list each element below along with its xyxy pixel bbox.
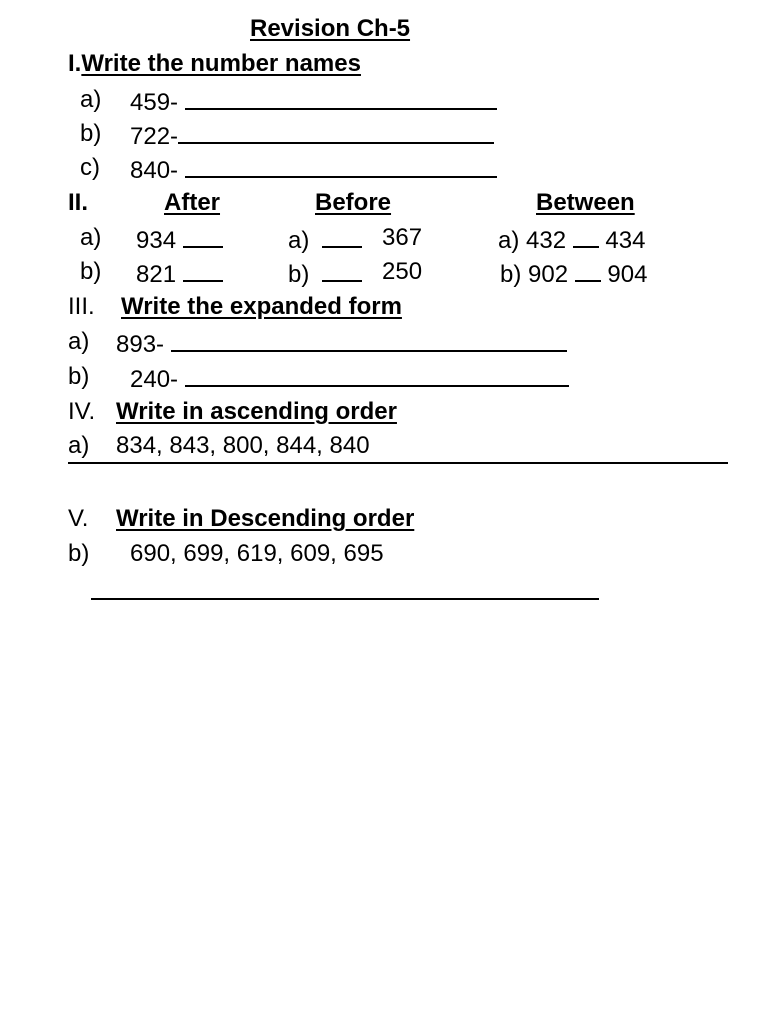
item-label: b) <box>288 261 310 288</box>
answer-blank[interactable] <box>178 120 494 144</box>
section-1-header <box>68 50 361 78</box>
answer-line[interactable] <box>91 598 599 600</box>
after-item-b <box>80 258 101 286</box>
answer-blank[interactable] <box>322 258 362 282</box>
section-5-item-label: b) <box>68 540 90 567</box>
section-1-heading: Write the number names <box>81 50 361 77</box>
answer-blank[interactable] <box>183 224 223 248</box>
item-label: b) <box>80 258 102 285</box>
after-item-a <box>80 224 101 252</box>
answer-blank[interactable] <box>573 224 599 248</box>
item-number: 840- <box>130 157 179 184</box>
between-item-b <box>500 258 647 286</box>
after-item-b-value <box>136 258 223 286</box>
section-4-heading: Write in ascending order <box>116 398 397 425</box>
section-4-numeral: IV. <box>68 398 96 425</box>
answer-line[interactable] <box>68 462 728 464</box>
section-3-heading: Write the expanded form <box>121 293 402 320</box>
heading-before: Before <box>315 189 392 216</box>
item-number: 434 <box>605 227 646 254</box>
section-2-numeral: II. <box>68 189 89 216</box>
heading-after: After <box>164 189 221 216</box>
answer-blank[interactable] <box>185 154 497 178</box>
answer-blank[interactable] <box>575 258 601 282</box>
item-number: 934 <box>136 227 177 254</box>
section-3-item-a-text <box>116 328 567 356</box>
section-3-item-b-text <box>130 363 569 391</box>
after-item-a-value <box>136 224 223 252</box>
before-item-b <box>288 258 362 286</box>
before-item-a-value: 367 <box>382 224 423 251</box>
item-number: 821 <box>136 261 177 288</box>
section-1-item-c-text <box>130 154 497 182</box>
section-3-item-a: a) <box>68 328 90 355</box>
heading-between: Between <box>536 189 635 216</box>
item-number: 432 <box>526 227 567 254</box>
section-3-item-b: b) <box>68 363 90 390</box>
item-label: b) <box>500 261 522 288</box>
before-item-a <box>288 224 362 252</box>
section-1-item-a-text <box>130 86 497 114</box>
item-label: a) <box>288 227 310 254</box>
item-label: a) <box>80 224 102 251</box>
page-title: Revision Ch-5 <box>250 15 411 42</box>
item-label: c) <box>80 154 100 181</box>
item-number: 904 <box>607 261 648 288</box>
answer-blank[interactable] <box>185 86 497 110</box>
section-1-item-c <box>80 154 100 182</box>
between-item-a <box>498 224 645 252</box>
section-1-item-b-text <box>130 120 494 148</box>
section-1-item-b <box>80 120 101 148</box>
section-5-numeral: V. <box>68 505 89 532</box>
item-number: 893- <box>116 331 165 358</box>
before-item-b-value: 250 <box>382 258 423 285</box>
answer-blank[interactable] <box>185 363 569 387</box>
item-number: 240- <box>130 366 179 393</box>
answer-blank[interactable] <box>183 258 223 282</box>
item-label: a) <box>498 227 520 254</box>
item-number: 722- <box>130 123 179 150</box>
section-4-item-text: 834, 843, 800, 844, 840 <box>116 432 370 459</box>
item-label: b) <box>80 120 102 147</box>
item-number: 902 <box>528 261 569 288</box>
answer-blank[interactable] <box>171 328 567 352</box>
section-1-item-a <box>80 86 101 114</box>
section-1-numeral: I. <box>68 50 82 77</box>
item-label: a) <box>80 86 102 113</box>
section-5-item-text: 690, 699, 619, 609, 695 <box>130 540 384 567</box>
section-5-heading: Write in Descending order <box>116 505 415 532</box>
item-number: 459- <box>130 89 179 116</box>
section-4-item-label: a) <box>68 432 90 459</box>
section-3-numeral: III. <box>68 293 95 320</box>
answer-blank[interactable] <box>322 224 362 248</box>
